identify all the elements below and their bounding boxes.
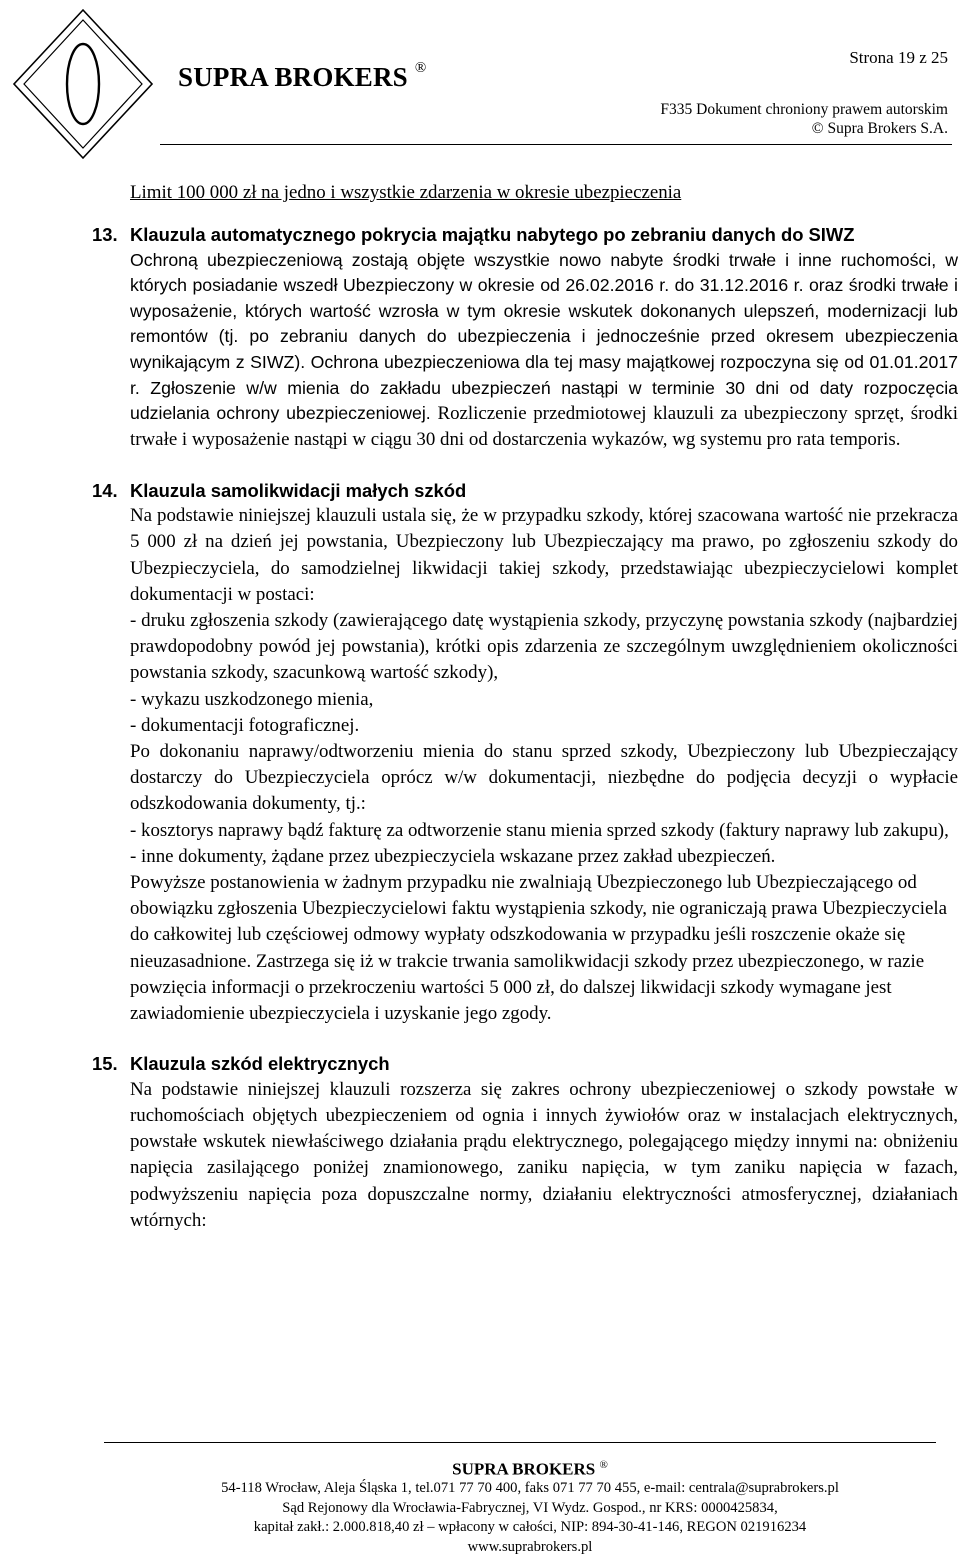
section-number: 14. [92, 479, 118, 501]
document-notice [660, 100, 948, 138]
footer-capital: kapitał zakł.: 2.000.818,40 zł – wpłacony w całości, NIP: 894-30-41-146, REGON 021916234 [253, 1519, 807, 1536]
section-paragraph: Na podstawie niniejszej klauzuli rozszerza się zakres ochrony ubezpieczeniowej o szkody powstałe w ruchomościach objętych ubezpieczeniem od ognia i innych żywiołów oraz w instalacjach elektrycznych, powstałe wskutek niewłaściwego działania prądu elektrycznego, polegającego między innymi na: obniżeniu napięcia zasilającego poniżej znamionowego, zaniku napięcia, w tym zaniku napięcia w fazach, podwyższeniu napięcia poza dopuszczalne normy, działaniu elektryczności atmosferycznej, działaniach wtórnych: [130, 1078, 958, 1231]
supra-brokers-logo [8, 4, 158, 164]
section-paragraph: Ochroną ubezpieczeniową zostają objęte wszystkie nowo nabyte środki trwałe i inne ruchomości, w których posiadanie wszedł Ubezpieczony w okresie od 26.02.2016 r. do 31.12.2016 r. oraz środki trwałe i wyposażenie, których wartość wzrosła w tym okresie wskutek dokonanych ulepszeń, modernizacji lub remontów (tj. po zebraniu danych do ubezpieczenia i jednocześnie przed okresem ubezpieczenia wynikającym z SIWZ). Ochrona ubezpieczeniowa dla tej masy majątkowej rozpoczyna się od 01.01.2017 r. Zgłoszenie w/w mienia do zakładu ubezpieczeń nastąpi w terminie 30 dni od daty rozpoczęcia udzielania ochrony ubezpieczeniowej. Rozliczenie przedmiotowej klauzuli za ubezpieczony sprzęt, środki trwałe i wyposażenie nastąpi w ciągu 30 dni od dostarczenia wykazów, wg systemu pro rata temporis. [130, 249, 958, 451]
footer-brand: SUPRA BROKERS ® [452, 1459, 608, 1479]
copyright-owner: © Supra Brokers S.A. [811, 120, 948, 137]
section-paragraph: Po dokonaniu naprawy/odtworzeniu mienia do stanu sprzed szkody, Ubezpieczony lub Ubezpieczający dostarczy do Ubezpieczyciela oprócz w/w dokumentacji, niezbędne do podjęcia decyzji o wypłacie odszkodowania dokumenty, tj.: [130, 741, 958, 815]
footer-court: Sąd Rejonowy dla Wrocławia-Fabrycznej, VI Wydz. Gospod., nr KRS: 0000425834, [282, 1499, 778, 1516]
section-title: Klauzula automatycznego pokrycia majątku nabytego po zebraniu danych do SIWZ [130, 224, 855, 246]
list-item: - druku zgłoszenia szkody (zawierającego datę wystąpienia szkody, przyczynę powstania szkody (najbardziej prawdopodobny powód jej powstania), krótki opis zdarzenia ze szczególnym uwzględnieniem okoliczności powstania szkody, szacunkową wartość szkody), [130, 609, 958, 684]
copyright-notice: F335 Dokument chroniony prawem autorskim [660, 101, 948, 118]
list-item: - wykazu uszkodzonego mienia, [130, 688, 374, 710]
section-paragraph: Na podstawie niniejszej klauzuli ustala się, że w przypadku szkody, której szacowana wartość nie przekracza 5 000 zł na dzień jej powstania, Ubezpieczony lub Ubezpieczający ma prawo, po zgłoszeniu szkody do Ubezpieczyciela, do samodzielnej likwidacji takiej szkody, przedstawiając ubezpieczycielowi komplet dokumentacji w postaci: [130, 505, 958, 605]
footer-rule [104, 1442, 936, 1443]
footer-address: 54-118 Wrocław, Aleja Śląska 1, tel.071 77 70 400, faks 071 77 70 455, e-mail: centrala@suprabrokers.pl [221, 1480, 839, 1497]
section-13 [92, 222, 958, 453]
footer [0, 1456, 960, 1557]
list-item: - kosztorys naprawy bądź fakturę za odtworzenie stanu mienia sprzed szkody (faktury naprawy lub zakupu), [130, 819, 949, 841]
list-item: - dokumentacji fotograficznej. [130, 714, 360, 736]
section-15 [92, 1051, 958, 1234]
section-number: 13. [92, 224, 118, 246]
section-title: Klauzula szkód elektrycznych [130, 1053, 390, 1075]
list-item: - inne dokumenty, żądane przez ubezpieczyciela wskazane przez zakład ubezpieczeń. [130, 845, 776, 867]
page-number: Strona 19 z 25 [849, 48, 948, 67]
limit-line: Limit 100 000 zł na jedno i wszystkie zdarzenia w okresie ubezpieczenia [130, 182, 682, 203]
document-body [92, 180, 958, 1252]
footer-website[interactable]: www.suprabrokers.pl [467, 1538, 593, 1555]
header-rule [160, 144, 952, 145]
section-number: 15. [92, 1053, 118, 1075]
section-14 [92, 478, 958, 1028]
section-title: Klauzula samolikwidacji małych szkód [130, 479, 467, 501]
section-paragraph: Powyższe postanowienia w żadnym przypadku nie zwalniają Ubezpieczonego lub Ubezpieczającego od obowiązku zgłoszenia Ubezpieczycielowi faktu wystąpienia szkody, nie ograniczają prawa Ubezpieczyciela do całkowitej lub częściowej odmowy wypłaty odszkodowania w przypadku jeśli roszczenie okaże się nieuzasadnione. Zastrzega się iż w trakcie trwania samolikwidacji szkody przez ubezpieczonego, w razie powzięcia informacji o przekroczeniu wartości 5 000 zł, do dalszej likwidacji szkody wymagane jest zawiadomienie ubezpieczyciela i uzyskanie jego zgody. [130, 872, 947, 1025]
header-brand: SUPRA BROKERS ® [178, 60, 427, 92]
